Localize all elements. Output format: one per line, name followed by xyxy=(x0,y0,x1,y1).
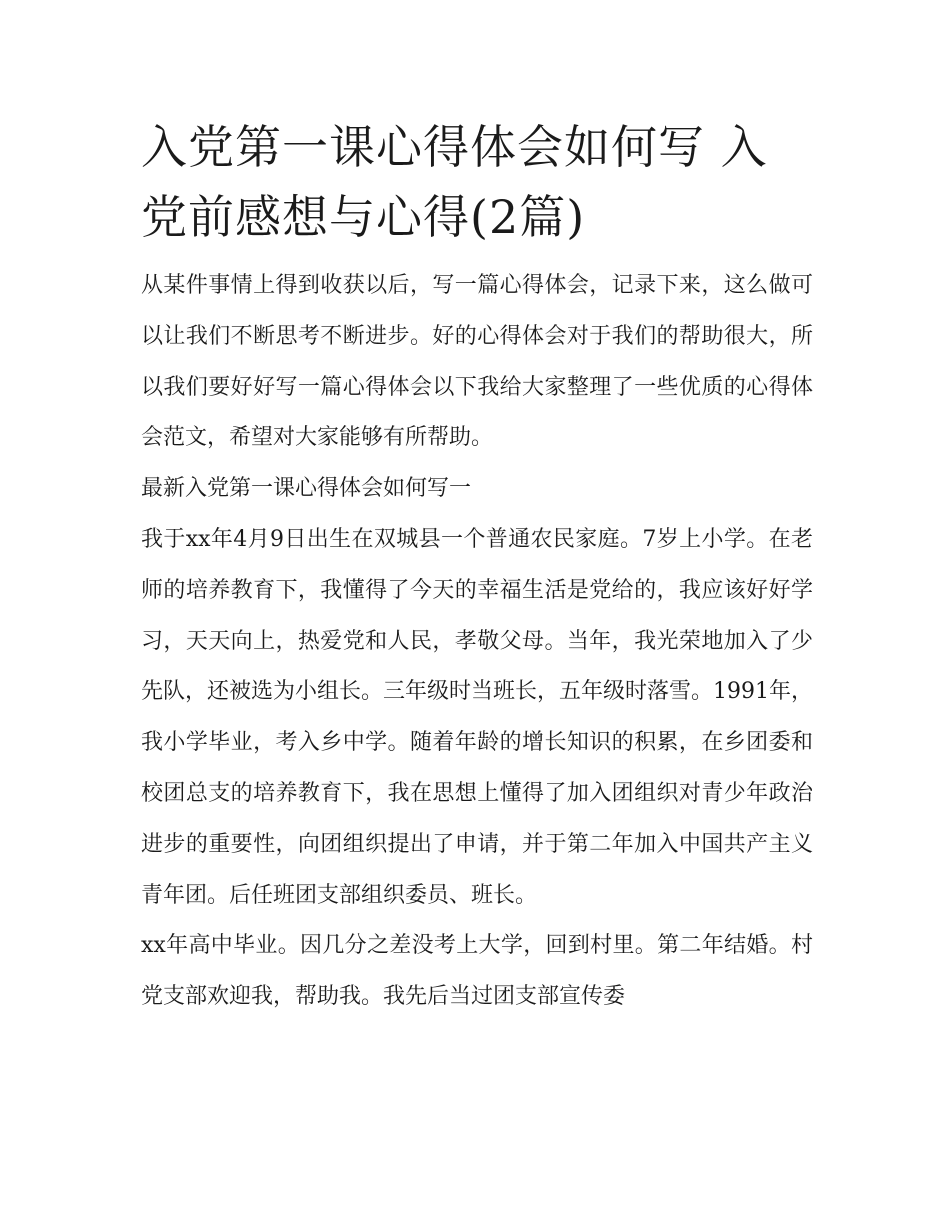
intro-paragraph: 从某件事情上得到收获以后，写一篇心得体会，记录下来，这么做可以让我们不断思考不断进步。好的心得体会对于我们的帮助很大，所以我们要好好写一篇心得体会以下我给大家整理了一些优质的心得体会范文，希望对大家能够有所帮助。 xyxy=(141,273,813,451)
body-paragraph: xx年高中毕业。因几分之差没考上大学，回到村里。第二年结婚。村党支部欢迎我，帮助我。我先后当过团支部宣传委 xyxy=(141,933,813,1010)
document-body xyxy=(141,112,813,1023)
section-heading: 最新入党第一课心得体会如何写一 xyxy=(141,476,472,502)
document-title: 入党第一课心得体会如何写 入党前感想与心得(2篇) xyxy=(141,120,768,244)
body-paragraph: 我于xx年4月9日出生在双城县一个普通农民家庭。7岁上小学。在老师的培养教育下，我懂得了今天的幸福生活是党给的，我应该好好学习，天天向上，热爱党和人民，孝敬父母。当年，我光荣地加入了少先队，还被选为小组长。三年级时当班长，五年级时落雪。1991年，我小学毕业，考入乡中学。随着年龄的增长知识的积累，在乡团委和校团总支的培养教育下，我在思想上懂得了加入团组织对青少年政治进步的重要性，向团组织提出了申请，并于第二年加入中国共产主义青年团。后任班团支部组织委员、班长。 xyxy=(141,526,813,908)
